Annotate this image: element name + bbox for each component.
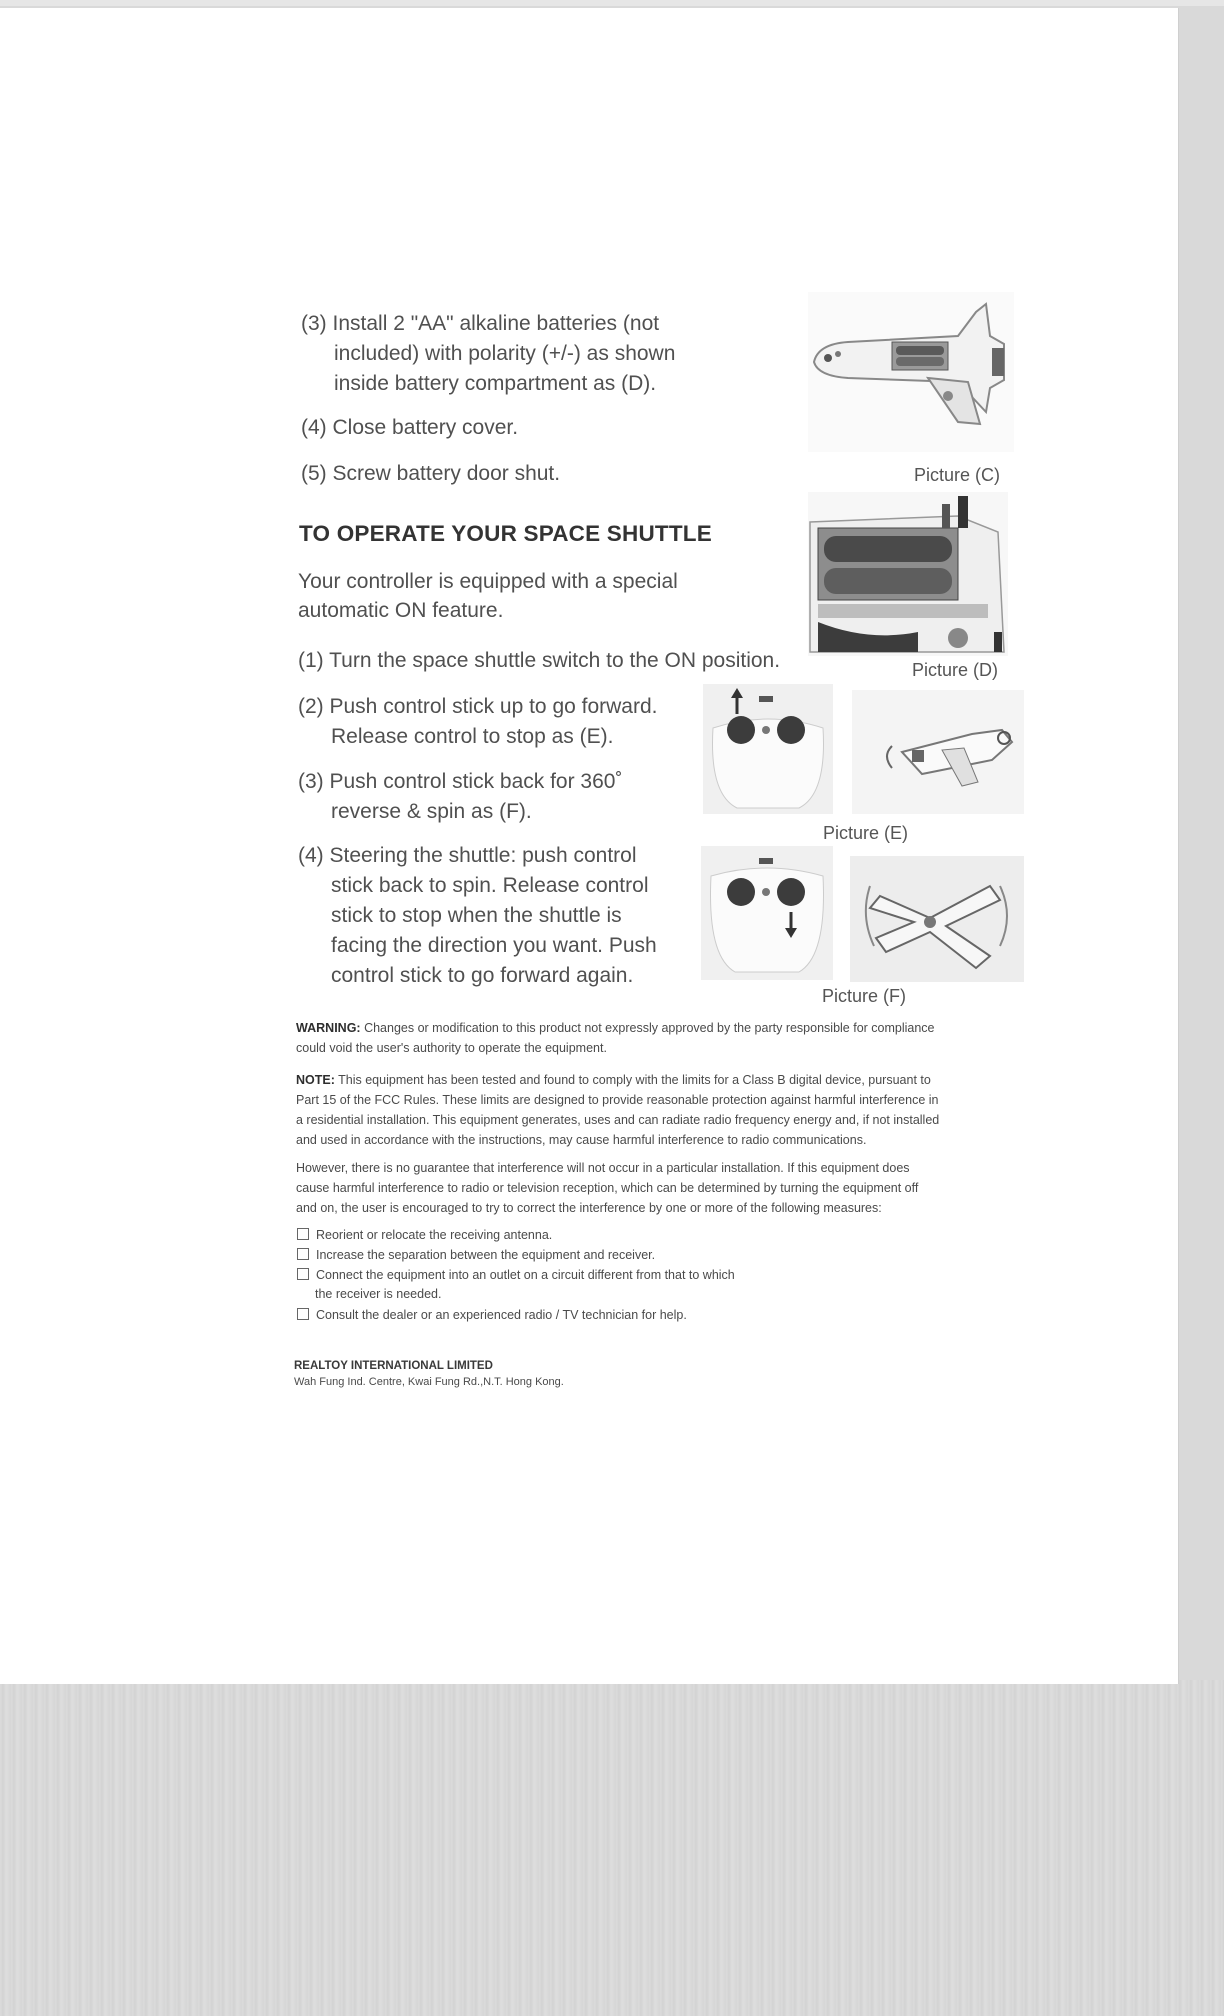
note-line: a residential installation. This equipment generates, uses and can radiate radio frequency energy and, if not installed	[296, 1113, 940, 1127]
operate-step-3	[298, 767, 622, 827]
picture-f-controller-image	[701, 846, 833, 980]
battery-step-4	[301, 413, 518, 443]
checkbox-square-icon	[297, 1268, 309, 1280]
picture-d-caption: Picture (D)	[912, 660, 999, 680]
step-line: (4) Close battery cover.	[301, 416, 519, 439]
note-label: NOTE:	[296, 1073, 335, 1087]
measure-item	[297, 1246, 655, 1265]
picture-c-caption: Picture (C)	[914, 465, 1001, 485]
measure-line: Connect the equipment into an outlet on a circuit different from that to which	[316, 1268, 735, 1282]
scan-background	[0, 1680, 1224, 2016]
intro-text	[298, 567, 678, 625]
operate-step-2	[298, 692, 658, 752]
picture-f-caption: Picture (F)	[822, 986, 907, 1006]
picture-d-battery-image	[808, 492, 1008, 656]
note-block	[296, 1070, 939, 1150]
picture-e-controller-image	[703, 684, 833, 814]
step-line: facing the direction you want. Push	[331, 934, 657, 957]
operate-step-1	[298, 646, 780, 676]
step-line: included) with polarity (+/-) as shown	[334, 342, 676, 365]
intro-line: Your controller is equipped with a special	[298, 570, 678, 593]
note-line: and used in accordance with the instructions, may cause harmful interference to radio communications.	[296, 1133, 867, 1147]
step-line: control stick to go forward again.	[331, 964, 634, 987]
warning-label: WARNING:	[296, 1021, 361, 1035]
battery-step-3	[301, 309, 675, 399]
step-line: (3) Install 2 "AA" alkaline batteries (not	[301, 312, 660, 335]
measure-line: Increase the separation between the equipment and receiver.	[316, 1248, 656, 1262]
checkbox-square-icon	[297, 1248, 309, 1260]
however-line: However, there is no guarantee that interference will not occur in a particular installation. If this equipment does	[296, 1161, 910, 1175]
measure-line: Reorient or relocate the receiving antenna.	[316, 1228, 553, 1242]
measure-item	[297, 1226, 552, 1245]
intro-line: automatic ON feature.	[298, 599, 504, 622]
picture-e-caption: Picture (E)	[823, 823, 909, 843]
measure-line: the receiver is needed.	[315, 1287, 442, 1301]
battery-step-5	[301, 459, 560, 489]
however-line: and on, the user is encouraged to try to correct the interference by one or more of the following measures:	[296, 1201, 882, 1215]
step-line: reverse & spin as (F).	[331, 800, 532, 823]
note-line: Part 15 of the FCC Rules. These limits are designed to provide reasonable protection against harmful interference in	[296, 1093, 939, 1107]
picture-c-shuttle-image	[808, 292, 1014, 452]
checkbox-square-icon	[297, 1228, 309, 1240]
operate-step-4	[298, 841, 657, 991]
scan-top-edge	[0, 0, 1224, 6]
picture-e-shuttle-image	[852, 690, 1024, 814]
measure-item	[297, 1306, 687, 1325]
warning-line: could void the user's authority to operate the equipment.	[296, 1041, 607, 1055]
measure-line: Consult the dealer or an experienced radio / TV technician for help.	[316, 1308, 687, 1322]
note-line: This equipment has been tested and found to comply with the limits for a Class B digital device, pursuant to	[338, 1073, 931, 1087]
step-line: (4) Steering the shuttle: push control	[298, 844, 637, 867]
step-line: (1) Turn the space shuttle switch to the ON position.	[298, 649, 781, 672]
manual-page	[0, 8, 1178, 1684]
step-line: Release control to stop as (E).	[331, 725, 614, 748]
warning-block	[296, 1018, 935, 1058]
however-block	[296, 1158, 918, 1218]
measure-item	[297, 1266, 735, 1304]
step-line: (3) Push control stick back for 360˚	[298, 770, 623, 793]
however-line: cause harmful interference to radio or television reception, which can be determined by turning the equipment off	[296, 1181, 919, 1195]
step-line: stick back to spin. Release control	[331, 874, 649, 897]
step-line: inside battery compartment as (D).	[334, 372, 657, 395]
section-heading: TO OPERATE YOUR SPACE SHUTTLE	[299, 521, 712, 546]
step-line: (5) Screw battery door shut.	[301, 462, 561, 485]
checkbox-square-icon	[297, 1308, 309, 1320]
company-address: Wah Fung Ind. Centre, Kwai Fung Rd.,N.T. Hong Kong.	[294, 1376, 564, 1388]
step-line: stick to stop when the shuttle is	[331, 904, 622, 927]
step-line: (2) Push control stick up to go forward.	[298, 695, 658, 718]
picture-f-shuttle-spin-image	[850, 856, 1024, 982]
company-name: REALTOY INTERNATIONAL LIMITED	[294, 1360, 493, 1372]
warning-line: Changes or modification to this product not expressly approved by the party responsible for compliance	[364, 1021, 935, 1035]
